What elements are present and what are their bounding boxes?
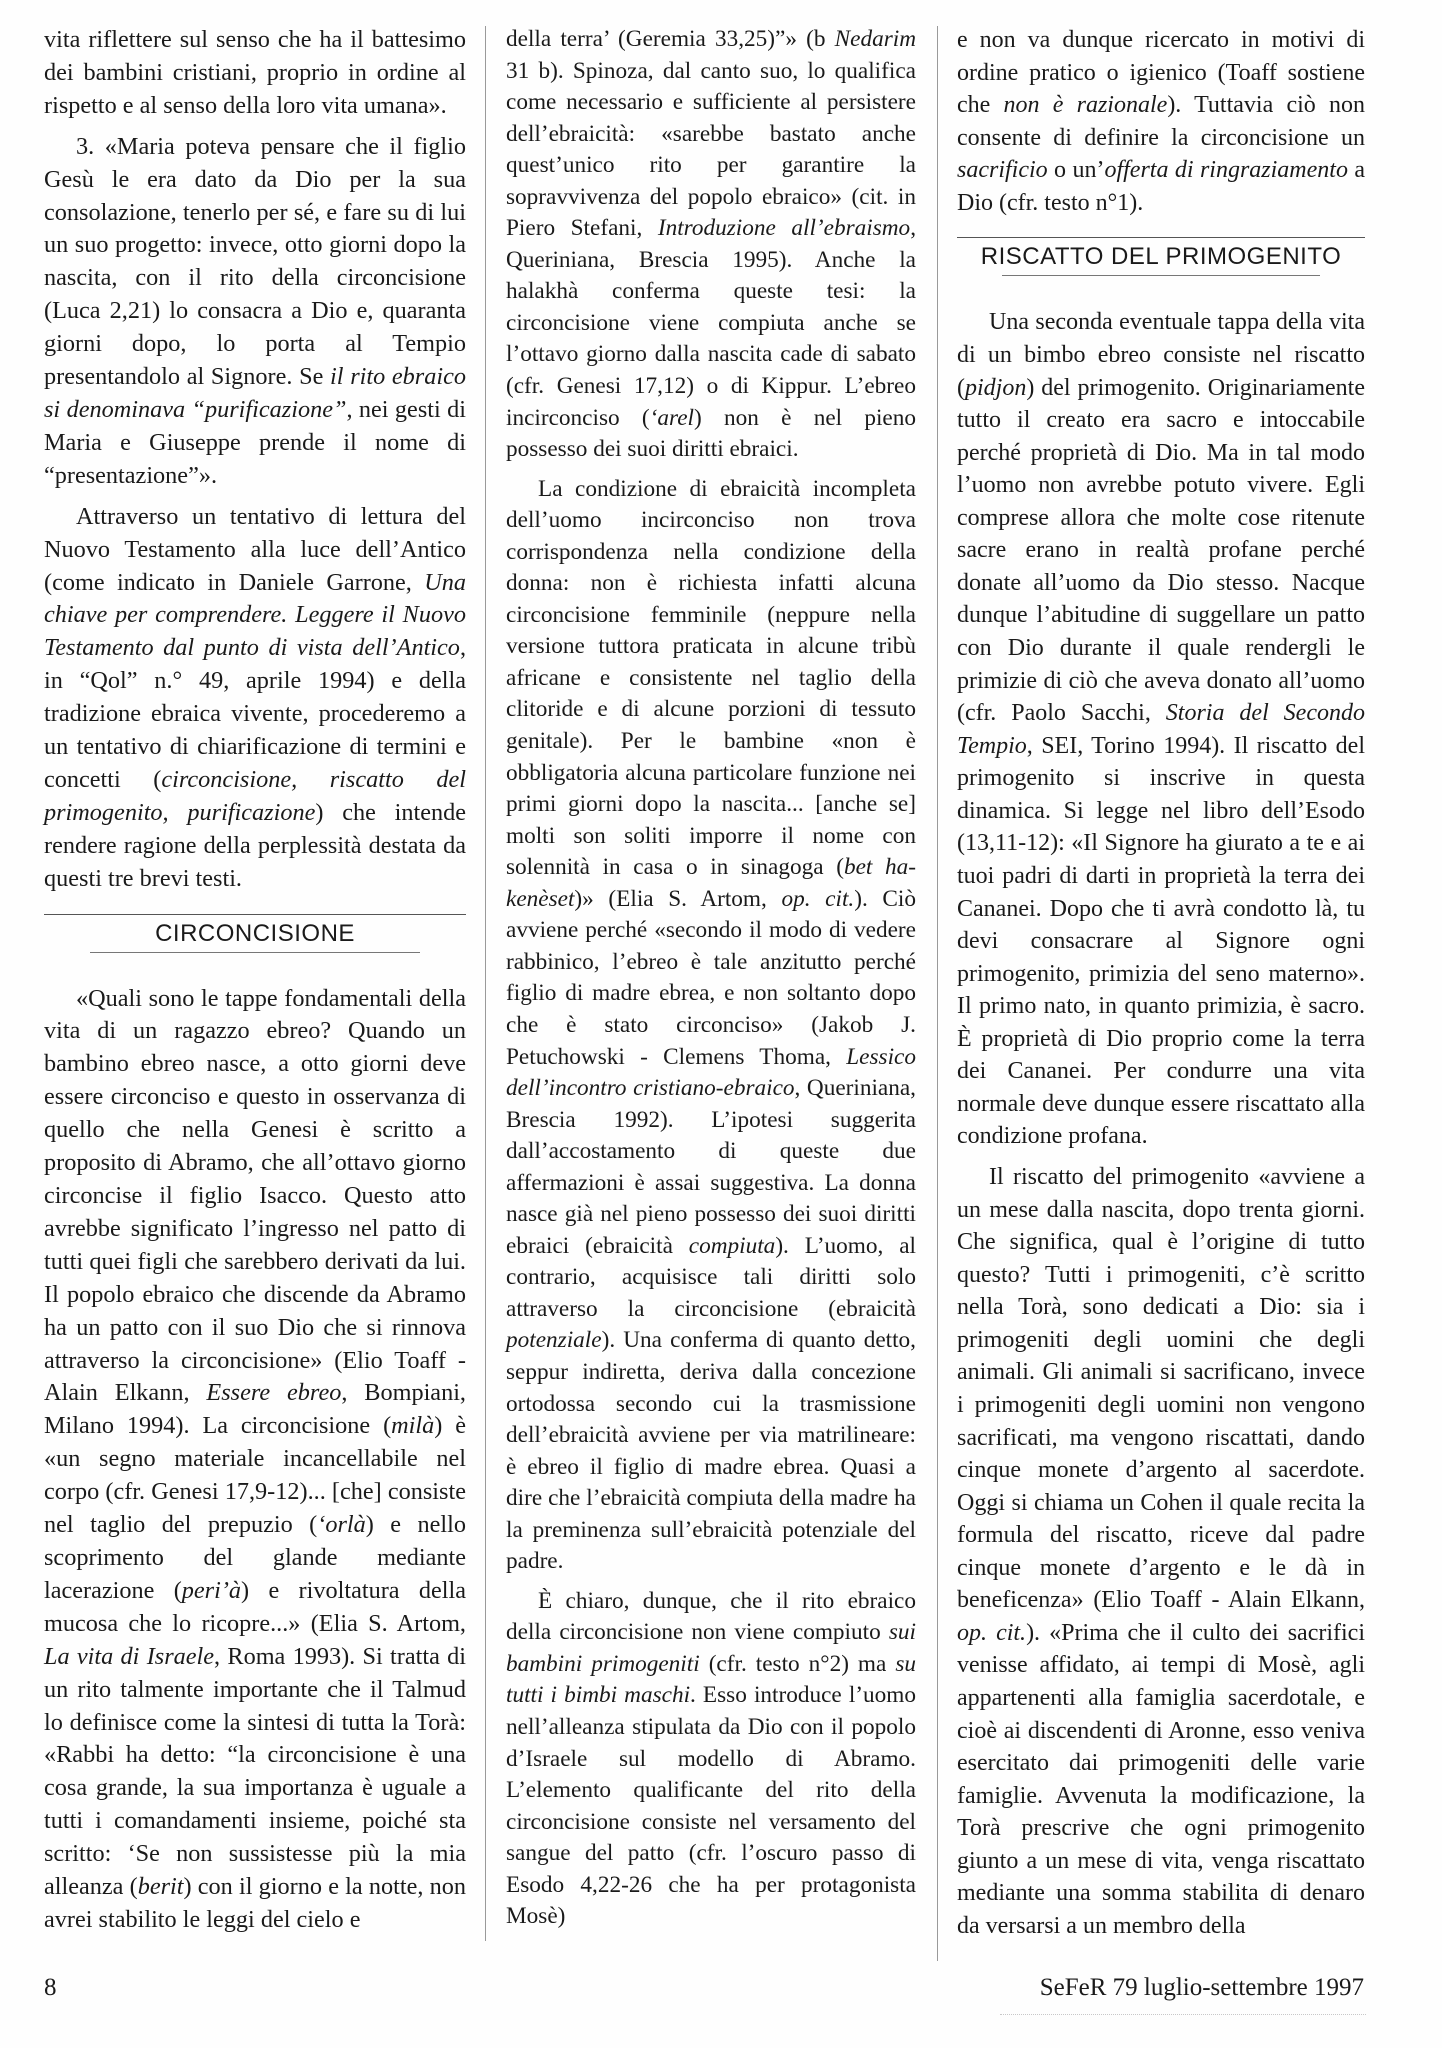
text-run: , in “Qol” n.° 49, aprile 1994) e della tradizione ebraica vivente, procederemo a un tentativo di chiarificazione di termini e concetti ( bbox=[44, 634, 466, 793]
italic-text: Una chiave per comprendere. Leggere il Nuovo Testamento dal punto di vista dell’Antico bbox=[44, 568, 466, 662]
heading-underline bbox=[90, 952, 419, 953]
paragraph bbox=[957, 24, 1365, 219]
journal-issue-footer: SeFeR 79 luglio-settembre 1997 bbox=[1039, 1974, 1364, 2001]
section-title: CIRCONCISIONE bbox=[155, 919, 355, 947]
text-run: ). Tuttavia ciò non consente di definire la circoncisione un bbox=[957, 92, 1365, 151]
text-run: «Quali sono le tappe fondamentali della vita di un ragazzo ebreo? Quando un bambino ebreo nasce, a otto giorni deve essere circonciso e questo in osservanza di quello che nella Genesi è scritto a proposito di Abramo, che all’ottavo giorno circoncise il figlio Isacco. Questo atto avrebbe significato l’ingresso nel patto di tutti quei figli che sarebbero derivati da lui. Il popolo ebraico che discende da Abramo ha un patto con il suo Dio che si rinnova attraverso la circoncisione» (Elio Toaff - Alain Elkann, bbox=[44, 984, 466, 1407]
column-divider bbox=[937, 26, 938, 1961]
italic-text: Introduzione all’ebraismo bbox=[657, 215, 911, 242]
text-run: della terra’ (Geremia 33,25)”» (b bbox=[506, 26, 835, 52]
section-title: RISCATTO DEL PRIMOGENITO bbox=[980, 243, 1342, 271]
italic-text: non è razionale bbox=[1003, 92, 1168, 119]
italic-text: milà bbox=[391, 1412, 435, 1440]
italic-text: peri’à bbox=[181, 1576, 242, 1604]
italic-text: Essere ebreo bbox=[206, 1379, 342, 1407]
text-run: ). Ciò avviene perché «secondo il modo di vedere rabbinico, l’ebreo è tale anzitutto perché figlio di madre ebrea, e non soltanto dopo che è stato circonciso» (Jakob J. Petuchowski - Clemens Thoma, bbox=[506, 885, 916, 1070]
text-run: ) e nello scoprimento del glande mediante lacerazione ( bbox=[44, 1511, 466, 1604]
text-run: La condizione di ebraicità incompleta dell’uomo incirconciso non trova corrispondenza nella condizione della donna: non è richiesta infatti alcuna circoncisione femminile (neppure nella versione tuttora praticata in alcune tribù africane e consistente nel taglio della clitoride e di alcune porzioni di tessuto genitale). Per le bambine «non è obbligatoria alcuna particolare funzione nei primi giorni dopo la nascita... [anche se] molti son soliti imporre il nome con solennità in casa o in sinagoga ( bbox=[506, 475, 916, 881]
italic-text: Storia del Secondo Tempio bbox=[957, 700, 1365, 759]
italic-text: op. cit. bbox=[957, 1619, 1027, 1646]
heading-rule bbox=[957, 237, 1365, 238]
text-run: 31 b). Spinoza, dal canto suo, lo qualifica come necessario e sufficiente al persistere dell’ebraicità: «sarebbe bastato anche quest’unico rito per garantire la sopravvivenza del popolo ebraico» (cit. in Piero Stefani, bbox=[506, 57, 916, 242]
paragraph bbox=[44, 24, 466, 123]
text-column-2 bbox=[506, 24, 916, 1941]
italic-text: potenziale bbox=[506, 1327, 602, 1354]
heading-underline bbox=[1002, 275, 1320, 276]
paragraph bbox=[957, 1161, 1365, 1943]
text-run: , Queriniana, Brescia 1995). Anche la halakhà conferma queste tesi: la circoncisione viene compiuta anche se l’ottavo giorno dalla nascita cade di sabato (cfr. Genesi 17,12) o di Kippur. L’ebreo incirconciso ( bbox=[506, 215, 916, 431]
bottom-dotted-rule bbox=[1000, 2014, 1366, 2015]
text-column-3 bbox=[957, 24, 1365, 1951]
text-run: . Esso introduce l’uomo nell’alleanza stipulata da Dio con il popolo d’Israele sul modello di Abramo. L’elemento qualificante del rito della circoncisione consiste nel versamento del sangue del patto (cfr. l’oscuro passo di Esodo 4,22-26 che ha per protagonista Mosè) bbox=[506, 1682, 917, 1930]
text-run: vita riflettere sul senso che ha il battesimo dei bambini cristiani, proprio in ordine al rispetto e al senso della loro vita umana». bbox=[44, 26, 466, 119]
italic-text: op. cit. bbox=[781, 885, 855, 912]
text-run: È chiaro, dunque, che il rito ebraico della circoncisione non viene compiuto bbox=[506, 1587, 916, 1646]
text-run: , Roma 1993). Si tratta di un rito talmente importante che il Talmud lo definisce come la sintesi di tutta la Torà: «Rabbi ha detto: “la circoncisione è una cosa grande, la sua importanza è uguale a tutti i comandamenti insieme, poiché sta scritto: ‘Se non sussistesse più la mia alleanza ( bbox=[44, 1642, 466, 1901]
paragraph bbox=[957, 306, 1365, 1153]
italic-text: sui bambini primogeniti bbox=[506, 1619, 916, 1677]
text-run: (cfr. testo n°2) ma bbox=[699, 1650, 896, 1677]
italic-text: ‘orlà bbox=[317, 1511, 366, 1539]
section-heading-riscatto bbox=[957, 237, 1365, 276]
italic-text: offerta di ringraziamento bbox=[1104, 157, 1348, 184]
text-run: e non va dunque ricercato in motivi di ordine pratico o igienico (Toaff sostiene che bbox=[957, 27, 1365, 119]
text-run: o un’ bbox=[1047, 157, 1105, 184]
italic-text: sacrificio bbox=[957, 157, 1048, 184]
paragraph bbox=[506, 474, 916, 1578]
text-run: ) con il giorno e la notte, non avrei stabilito le leggi del cielo e bbox=[44, 1873, 466, 1933]
text-run: a Dio (cfr. testo n°1). bbox=[957, 157, 1366, 216]
italic-text: Lessico dell’incontro cristiano-ebraico bbox=[506, 1043, 916, 1102]
text-run: ) del primogenito. Originariamente tutto il creato era sacro e intoccabile perché proprietà di Dio. Ma in tal modo l’uomo non avrebbe potuto vivere. Egli comprese allora che molte cose ritenute sacre erano in realtà profane perché donate all’uomo da Dio stesso. Nacque dunque l’abitudine di suggellare un patto con Dio durante il quale rendergli le primizie di ciò che aveva donato all’uomo (cfr. Paolo Sacchi, bbox=[957, 374, 1365, 727]
paragraph bbox=[44, 501, 466, 896]
paragraph bbox=[506, 24, 916, 466]
text-run: ) che intende rendere ragione della perplessità destata da questi tre brevi testi. bbox=[44, 798, 466, 892]
italic-text: il rito ebraico si denominava “purificazione” bbox=[44, 363, 466, 423]
text-run: Una seconda eventuale tappa della vita di un bimbo ebreo consiste nel riscatto ( bbox=[957, 309, 1365, 401]
heading-rule bbox=[44, 914, 466, 915]
italic-text: su tutti i bimbi maschi bbox=[506, 1650, 916, 1709]
text-run: 3. «Maria poteva pensare che il figlio Gesù le era dato da Dio per la sua consolazione, tenerlo per sé, e fare su di lui un suo progetto: invece, otto giorni dopo la nascita, con il rito della circoncisione (Luca 2,21) lo consacra a Dio e, quaranta giorni dopo, lo porta al Tempio presentandolo al Signore. Se bbox=[44, 132, 466, 391]
text-run: Attraverso un tentativo di lettura del Nuovo Testamento alla luce dell’Antico (come indicato in Daniele Garrone, bbox=[44, 502, 466, 596]
text-run: )» (Elia S. Artom, bbox=[574, 885, 782, 912]
page-number: 8 bbox=[44, 1974, 57, 2001]
text-run: ) non è nel pieno possesso dei suoi diritti ebraici. bbox=[506, 404, 917, 463]
text-run: , Queriniana, Brescia 1992). L’ipotesi suggerita dall’accostamento di queste due affermazioni è assai suggestiva. La donna nasce già nel pieno possesso dei suoi diritti ebraici (ebraicità bbox=[506, 1075, 916, 1259]
text-column-1 bbox=[44, 24, 466, 1945]
column-divider bbox=[485, 26, 486, 1941]
italic-text: berit bbox=[137, 1873, 184, 1901]
text-run: , Bompiani, Milano 1994). La circoncisione ( bbox=[44, 1379, 466, 1440]
italic-text: ‘arel bbox=[649, 404, 694, 431]
text-run: ) e rivoltatura della mucosa che lo ricopre...» (Elia S. Artom, bbox=[44, 1576, 466, 1637]
italic-text: La vita di Israele bbox=[44, 1642, 215, 1670]
text-run: Il riscatto del primogenito «avviene a un mese dalla nascita, dopo trenta giorni. Che significa, qual è l’origine di tutto questo? Tutti i primogeniti, c’è scritto nella Torà, sono dedicati a Dio: sia i primogeniti degli uomini che degli animali. Gli animali si sacrificano, invece i primogeniti degli uomini non vengono sacrificati, ma vengono riscattati, dando cinque monete d’argento al sacerdote. Oggi si chiama un Cohen il quale recita la formula del riscatto, riceve dal padre cinque monete d’argento e le dà in beneficenza» (Elio Toaff - Alain Elkann, bbox=[957, 1164, 1365, 1614]
italic-text: pidjon bbox=[965, 374, 1027, 401]
italic-text: bet ha-kenèset bbox=[506, 854, 916, 912]
text-run: ). «Prima che il culto dei sacrifici venisse affidato, ai tempi di Mosè, agli appartenenti alla famiglia sacerdotale, e cioè ai discendenti di Aronne, esso veniva esercitato dai primogeniti delle varie famiglie. Avvenuta la modificazione, la Torà prescrive che ogni primogenito giunto a un mese di vita, venga riscattato mediante una somma stabilita di denaro da versarsi a un membro della bbox=[957, 1619, 1365, 1939]
italic-text: Nedarim bbox=[834, 26, 916, 52]
italic-text: circoncisione, riscatto del primogenito, purificazione bbox=[44, 765, 466, 826]
section-heading-circoncisione bbox=[44, 914, 466, 953]
italic-text: compiuta bbox=[688, 1232, 776, 1259]
paragraph bbox=[44, 983, 466, 1937]
text-run: , SEI, Torino 1994). Il riscatto del primogenito si inscrive in questa dinamica. Si legge nel libro dell’Esodo (13,11-12): «Il Signore ha giurato a te e ai tuoi padri di darti in proprietà la terra dei Cananei. Dopo che ti avrà condotto là, tu devi consacrare al Signore ogni primogenito, primizia del seno materno». Il primo nato, in quanto primizia, è sacro. È proprietà di Dio proprio come la terra dei Cananei. Per condurre una vita normale deve dunque essere riscattato alla condizione profana. bbox=[957, 732, 1365, 1150]
text-run: ). Una conferma di quanto detto, seppur indiretta, deriva dalla concezione ortodossa secondo cui la trasmissione dell’ebraicità avviene per via matrilineare: è ebreo il figlio di madre ebrea. Quasi a dire che l’ebraicità compiuta della madre ha la preminenza sull’ebraicità potenziale del padre. bbox=[506, 1327, 916, 1575]
text-run: , nei gesti di Maria e Giuseppe prende il nome di “presentazione”». bbox=[44, 395, 466, 489]
text-run: ) è «un segno materiale incancellabile nel corpo (cfr. Genesi 17,9-12)... [che] consiste nel taglio del prepuzio ( bbox=[44, 1412, 467, 1539]
paragraph bbox=[44, 131, 466, 493]
paragraph bbox=[506, 1586, 916, 1933]
text-run: ). L’uomo, al contrario, acquisisce tali diritti solo attraverso la circoncisione (ebraicità bbox=[506, 1232, 916, 1322]
